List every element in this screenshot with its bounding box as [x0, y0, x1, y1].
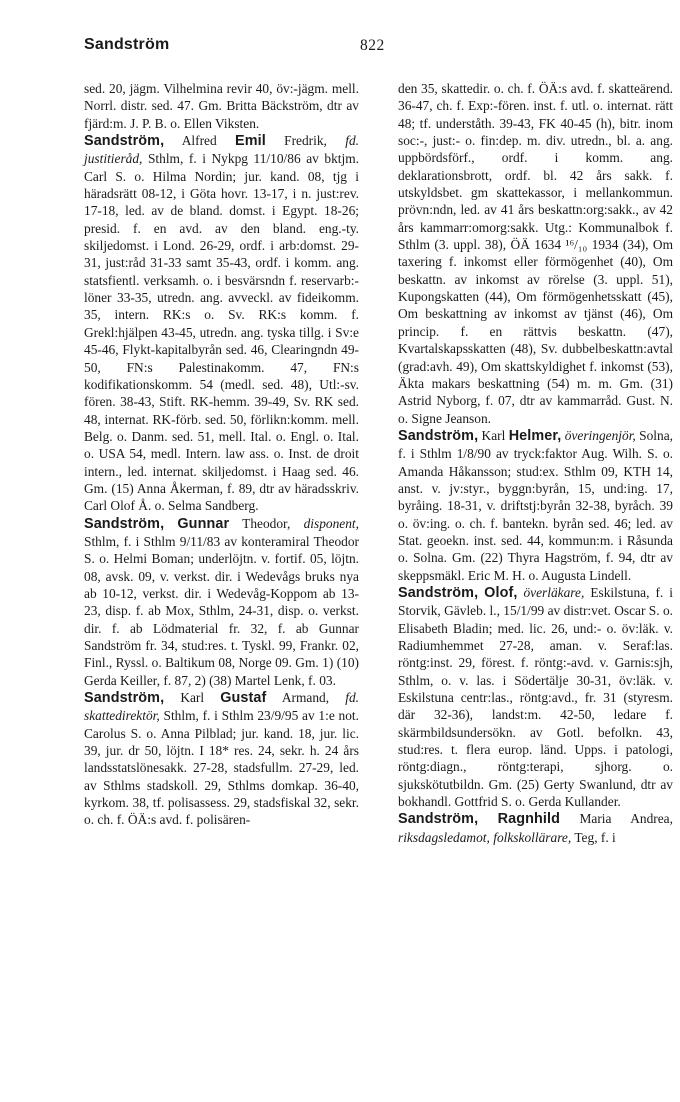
page-number: 822 [360, 37, 385, 54]
entry-surname: Sandström, [84, 515, 165, 532]
entry-surname: Sandström, [398, 811, 479, 828]
page-header [84, 36, 620, 60]
entry-body-text: Sthlm, f. i Sthlm 23/9/95 av 1:e not. Carolus S. o. Anna Pilblad; jur. kand. 18, jur. lic. 39, jur. dr 50, löjtn. I 18* res. 24, sekr. h. 24 års landsstatslönesakk. 27-28, stadsfullm. 27-29, led. av Sthlms stadskoll. 29, Sthlms domkap. 36-40, kyrkom. 38, tf. polisassess. 29, stadsfiskal 32, sekr. o. ch. f. ÖÄ:s avd. f. polisären- [84, 708, 359, 828]
biography-entry [84, 689, 359, 829]
entry-occupation: fd. justitieråd, [84, 133, 359, 167]
biography-entry [84, 515, 359, 689]
entry-forename: Fredrik, [284, 133, 327, 149]
entry-calling-name: Gustaf [220, 690, 267, 707]
entry-occupation: överingenjör, [564, 427, 636, 443]
right-column [398, 80, 673, 846]
running-head: Sandström [84, 36, 170, 53]
entry-body-text: Sthlm, f. i Sthlm 9/11/83 av konteramiral Theodor S. o. Helmi Boman; underlöjtn. v. fortif. 05, löjtn. 08, avsk. 09, v. verkst. dir. i Wedevågs bruks nya ab 10-12, verkst. dir. i Wedevåg-Koppom ab 13-23, disp. f. ab Mox, Sthlm, 24-31, disp. o. verkst. dir. f. ab Lödmaterial fr. 32, f. ab Gunnar Sandström fr. 34, stud:res. t. Tyskl. 99, Frankr. 02, Finl., Ryssl. o. Baltikum 08, Norge 09. Gm. 1) (10) Gerda Keiller, f. 87, 2) (38) Martel Lenk, f. 03. [84, 533, 359, 688]
entry-forename: Karl [180, 690, 205, 706]
entry-calling-name: Emil [235, 133, 266, 150]
entry-occupation: disponent, [303, 515, 359, 531]
left-column [84, 80, 359, 829]
entry-body-text: Sthlm, f. i Nykpg 11/10/86 av bktjm. Carl S. o. Hilma Nordin; jur. kand. 08, tjg i häradsrätt 08-12, i Göta hovr. 13-17, i n. just:rev. 17-18, led. av de bland. domst. i Egypt. 18-26; presid. f. en avd. av den bland. eng.-ty. skiljedomst. i Lond. 26-29, ordf. i arb:domst. 29-31, just:råd 31-33 samt 35-43, ordf. i komm. ang. statsfientl. verksamh. o. i besvärsndn f. reservarb:-löner 33-35, utredn. ang. avveckl. av fideikomm. 35, intern. RK:s o. Sv. RK:s komm. f. Grekl:hjälpen 43-45, utredn. ang. tyska tillg. i Sv:e 45-46, Flykt-kapitalbyrån sed. 46, Clearingndn 49-50, FN:s Palestinakomm. 47, FN:s kodifikationskomm. 54 (medl. sed. 48), Utl:-sv. fören. 38-43, Stift. RK-hemm. 39-49, Sv. RK sed. 48, internat. RK-förb. sed. 50, förlikn:komm. mell. Belg. o. Danm. sed. 51, mell. Ital. o. Engl. o. Ital. o. USA 54, medl. Intern. law ass. o. Inst. de droit intern., led. internat. skiljedomst. i Haag sed. 46. Gm. (15) Anna Åkerman, f. 89, dtr av häradsskriv. Carl Olof Å. o. Selma Sandberg. [84, 151, 359, 514]
entry-occupation: riksdagsledamot, folkskollärare, [398, 829, 572, 845]
entry-occupation: fd. skattedirektör, [84, 690, 359, 724]
right-continuation-text: den 35, skattedir. o. ch. f. ÖÄ:s avd. f. skatteärend. 36-47, ch. f. Exp:-fören. inst. f. utl. o. internat. rätt 48; tf. underståth. 39-43, FK 40-45 (h), bitr. inom soc:-, just:- o. fin:dep. m. div. utredn., bl. a. ang. uppbördsförf., ordf. i komm. ang. deklarationsbrott, ordf. bl. 42 års sakk. f. utskyldsbet. gm skattekassor, i mellankommun. prövn:ndn, led. av 41 års beskattn:org:sakk., av 42 års kammarr:omorg:sakk. Utg.: Kommunalbok f. Sthlm (3. uppl. 38), ÖÄ 1634 ¹⁶/₁₀ 1934 (34), Om taxering f. inkomst eller förmögenhet (40), Om beskattn. av inkomst av rörelse (3. uppl. 51), Kupongskatten (44), Om förmögenhetsskatt (45), Om beskattning av inkomst av tjänst (46), Om princip. f. en rättvis beskattn. (47), Kvartalskapsskatten (48), Sv. dubbelbeskattn:avtal (grad:avh. 49), Om skattskyldighet f. inkomst (53), Äkta makars beskattning (54) m. m. Gm. (31) Astrid Nyborg, f. 07, dtr av kammarråd. Gust. N. o. Signe Jeanson. [398, 81, 673, 426]
entry-body-text: Solna, f. i Sthlm 1/8/90 av tryck:faktor Aug. Wilh. S. o. Amanda Håkansson; stud:ex. Sthlm 09, KTH 14, anst. v. jv:styr., byggn:byrån, 15, und:ing. 17, byråing. 18-31, v. driftstj:byrån 32-38, byråch. 39 o. öv:ing. o. ch. f. bantekn. byrån sed. 46; led. av Stat. geoekn. inst. sed. 44, kommun:m. i Råsunda o. Solna. Gm. (22) Thyra Hagström, f. 94, dtr av skeppsmäkl. Eric M. H. o. Augusta Lindell. [398, 427, 674, 583]
entry-calling-name: Gunnar [177, 515, 230, 532]
entry-forename: Maria Andrea, [579, 811, 673, 827]
entry-surname: Sandström, [398, 427, 479, 444]
entry-calling-name: Ragnhild [497, 811, 561, 828]
entry-surname: Sandström, [84, 690, 165, 707]
biography-entry [398, 584, 673, 810]
entry-forename: Alfred [181, 133, 217, 149]
biography-entry [398, 810, 673, 846]
entry-surname: Sandström, [398, 584, 479, 601]
entry-occupation: överläkare, [523, 584, 585, 600]
entry-surname: Sandström, [84, 133, 165, 150]
left-continuation-text: sed. 20, jägm. Vilhelmina revir 40, öv:-jägm. mell. Norrl. distr. sed. 47. Gm. Britta Bäckström, dtr av fjärd:m. J. P. B. o. Ellen Viksten. [84, 81, 359, 131]
biography-entry [84, 132, 359, 515]
entry-calling-name: Helmer, [508, 427, 562, 444]
entry-calling-name: Olof, [484, 584, 518, 601]
biography-entry [398, 427, 673, 584]
entry-body-text: Eskilstuna, f. i Storvik, Gävleb. l., 15/1/99 av distr:vet. Oscar S. o. Elisabeth Bladin; med. lic. 26, und:- o. öv:läk. v. Radiumhemmet 27-28, aman. v. Seraf:las. röntg:inst. 29, förest. f. röntg:-avd. v. Garnis:sjh, Sthlm, o. v. las. i Södertälje 30-31, öv:läk. v. Eskilstuna centr:las., röntg:avd., fr. 31 (styresm. där 32-36), landst:m. 42-50, ledare f. skärmbildsundersökn. av Gotl. befolkn. 43, stud:res. t. flera europ. länd. Upps. i patologi, röntg:diagn., röntg:terapi, sjhorg. o. sjukskötutbildn. Gm. (25) Gerty Swanlund, dtr av bokhandl. Gottfrid S. o. Gerda Kullander. [398, 584, 673, 810]
entry-forename: Armand, [281, 690, 330, 706]
entry-forename: Karl [481, 427, 506, 443]
entry-body-text: Teg, f. i [574, 829, 616, 845]
entry-forename: Theodor, [242, 515, 291, 531]
